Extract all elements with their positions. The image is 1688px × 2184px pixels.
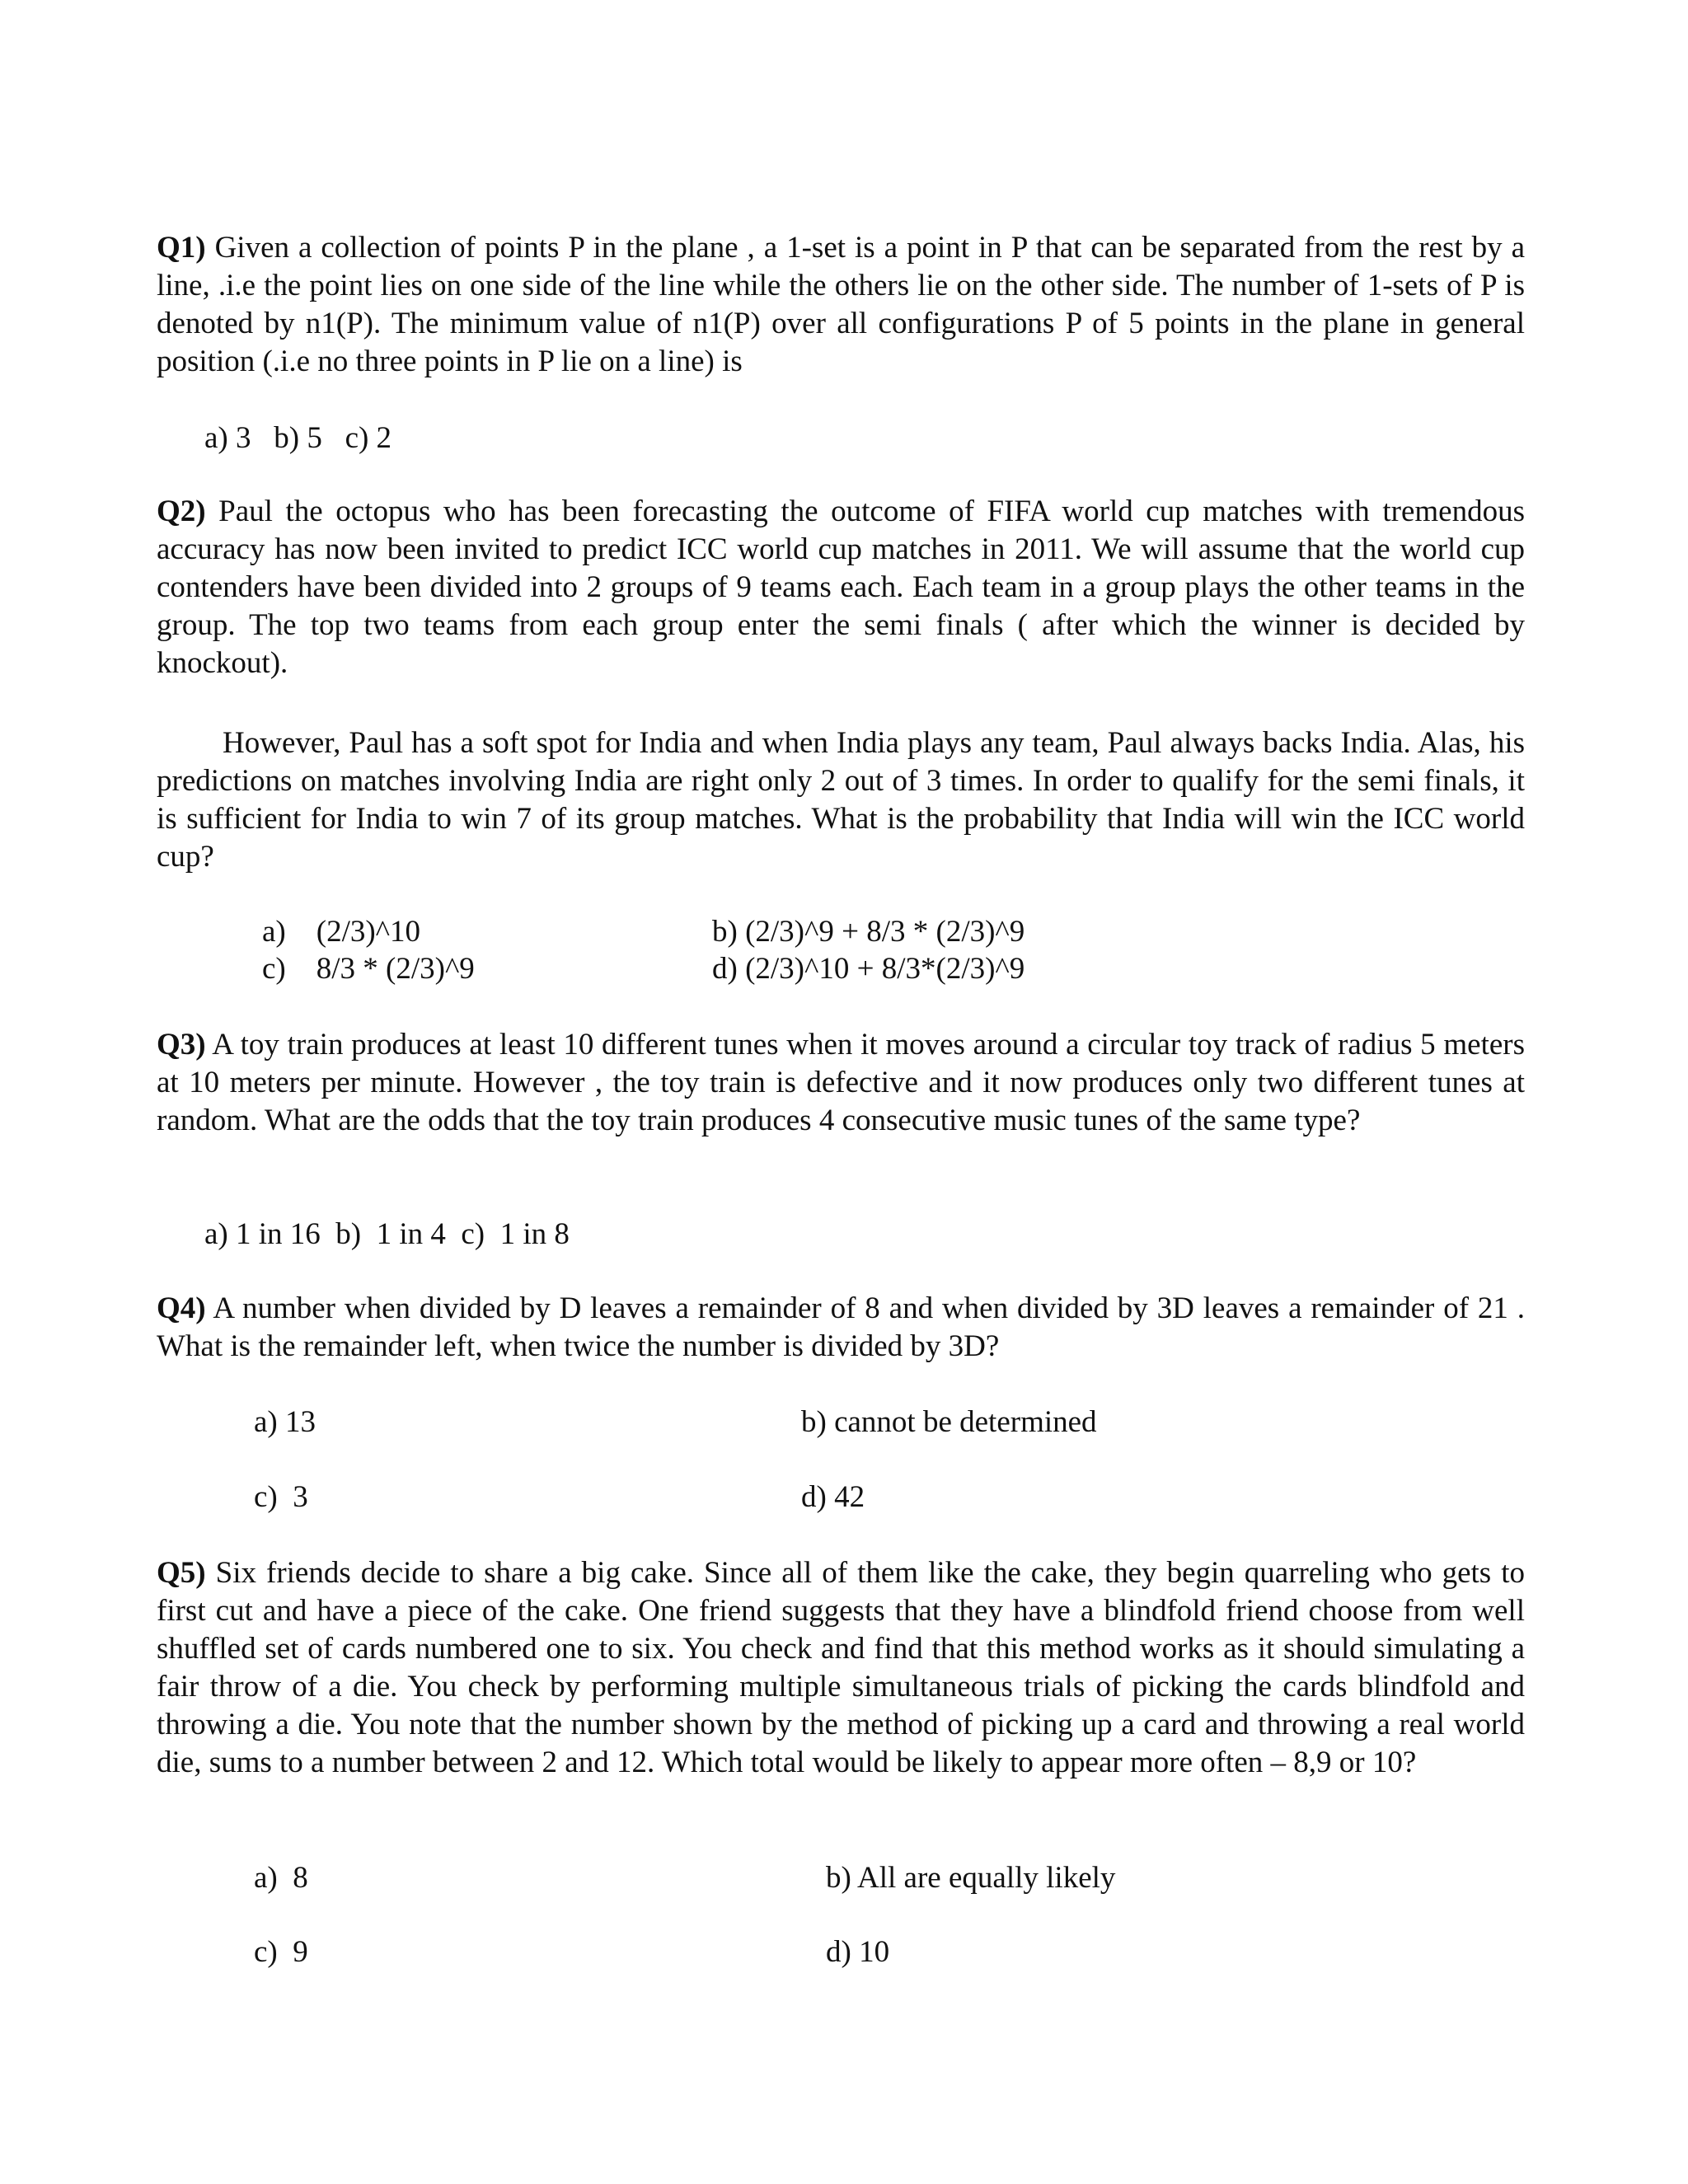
question-4 — [157, 1290, 1525, 1366]
question-5-option-a: a) 8 — [254, 1861, 308, 1895]
question-5-option-b: b) All are equally likely — [826, 1861, 1116, 1895]
question-3 — [157, 1026, 1525, 1140]
question-4-option-c: c) 3 — [254, 1480, 308, 1514]
question-4-text — [157, 1290, 1525, 1366]
question-2 — [157, 493, 1525, 682]
question-3-label: Q3) — [157, 1028, 206, 1062]
question-4-option-b: b) cannot be determined — [801, 1405, 1097, 1439]
question-2-option-b: b) (2/3)^9 + 8/3 * (2/3)^9 — [712, 915, 1025, 949]
question-2-option-c: c) 8/3 * (2/3)^9 — [262, 952, 475, 986]
question-2-continued — [157, 724, 1525, 876]
question-2-option-a: a) (2/3)^10 — [262, 915, 421, 949]
question-5-body: Six friends decide to share a big cake. Since all of them like the cake, they begin quarreling who gets to first cut and have a piece of the cake. One friend suggests that they have a blindfold friend choose from well shuffled set of cards numbered one to six. You check and find that this method works as it should simulating a fair throw of a die. You check by performing multiple simultaneous trials of picking the cards blindfold and throwing a die. You note that the number shown by the method of picking up a card and throwing a real world die, sums to a number between 2 and 12. Which total would be likely to appear more often – 8,9 or 10? — [157, 1556, 1525, 1779]
question-2-label: Q2) — [157, 494, 206, 528]
question-5-option-d: d) 10 — [826, 1935, 890, 1969]
question-3-options: a) 1 in 16 b) 1 in 4 c) 1 in 8 — [204, 1217, 570, 1251]
question-1-body: Given a collection of points P in the plane , a 1-set is a point in P that can be separated from the rest by a line, .i.e the point lies on one side of the line while the others lie on the other side. The number of 1-sets of P is denoted by n1(P). The minimum value of n1(P) over all configurations P of 5 points in the plane in general position (.i.e no three points in P lie on a line) is — [157, 231, 1525, 378]
question-1 — [157, 229, 1525, 381]
question-2-text — [157, 493, 1525, 682]
question-5-text — [157, 1554, 1525, 1782]
question-2-text-2: However, Paul has a soft spot for India and when India plays any team, Paul always backs India. Alas, his predictions on matches involving India are right only 2 out of 3 times. In order to qualify for the semi finals, it is sufficient for India to win 7 of its group matches. What is the probability that India will win the ICC world cup? — [157, 726, 1525, 874]
question-5-option-c: c) 9 — [254, 1935, 308, 1969]
question-2-body: Paul the octopus who has been forecasting the outcome of FIFA world cup matches with tremendous accuracy has now been invited to predict ICC world cup matches in 2011. We will assume that the world cup contenders have been divided into 2 groups of 9 teams each. Each team in a group plays the other teams in the group. The top two teams from each group enter the semi finals ( after which the winner is decided by knockout). — [157, 494, 1525, 680]
question-1-text — [157, 229, 1525, 381]
question-4-body: A number when divided by D leaves a remainder of 8 and when divided by 3D leaves a remainder of 21 . What is the remainder left, when twice the number is divided by 3D? — [157, 1291, 1525, 1363]
question-3-text — [157, 1026, 1525, 1140]
question-1-label: Q1) — [157, 231, 206, 265]
question-5-label: Q5) — [157, 1556, 206, 1590]
question-4-option-d: d) 42 — [801, 1480, 865, 1514]
question-5 — [157, 1554, 1525, 1782]
question-4-label: Q4) — [157, 1291, 206, 1325]
question-2-option-d: d) (2/3)^10 + 8/3*(2/3)^9 — [712, 952, 1025, 986]
question-3-body: A toy train produces at least 10 different tunes when it moves around a circular toy track of radius 5 meters at 10 meters per minute. However , the toy train is defective and it now produces only two different tunes at random. What are the odds that the toy train produces 4 consecutive music tunes of the same type? — [157, 1028, 1525, 1137]
question-4-option-a: a) 13 — [254, 1405, 316, 1439]
question-1-options: a) 3 b) 5 c) 2 — [204, 421, 392, 455]
